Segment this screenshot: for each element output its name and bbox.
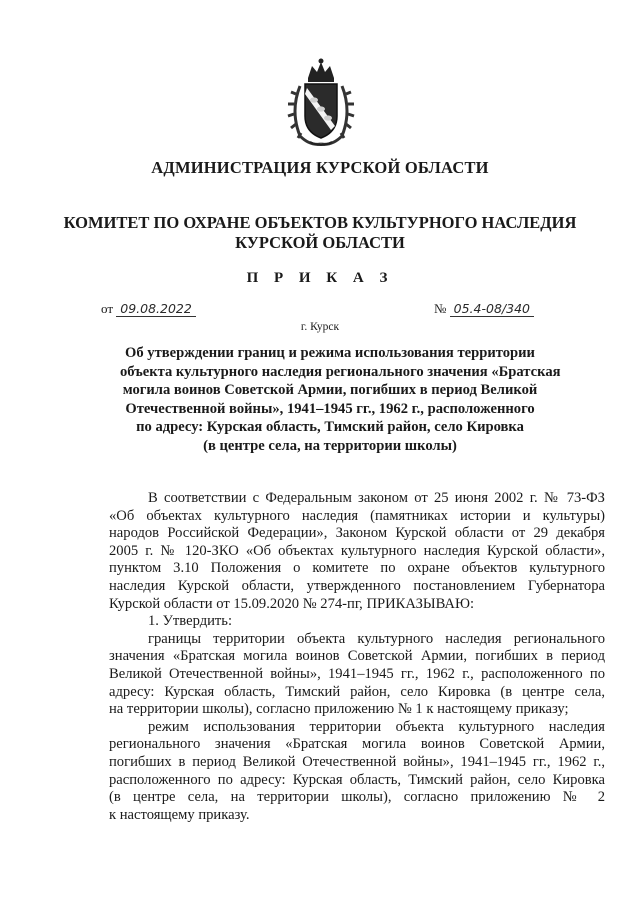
body-line: «Об объектах культурного наследия (памятниках истории и культуры): [109, 507, 605, 524]
committee-heading: [0, 213, 640, 253]
body-line: Курской области от 15.09.2020 № 274-пг, ПРИКАЗЫВАЮ:: [109, 595, 475, 612]
body-line: на территории школы), согласно приложению № 1 к настоящему приказу;: [109, 701, 569, 718]
subject-line: Об утверждении границ и режима использования территории: [125, 345, 535, 361]
order-subject: [120, 344, 561, 455]
order-body: [109, 490, 605, 824]
body-line: границы территории объекта культурного наследия регионального: [148, 630, 605, 647]
body-line: (в центре села, на территории школы), согласно приложению № 2: [109, 789, 605, 806]
body-line: пунктом 3.10 Положения о комитете по охране объектов культурного: [109, 560, 605, 577]
administration-heading: АДМИНИСТРАЦИЯ КУРСКОЙ ОБЛАСТИ: [151, 158, 489, 177]
committee-heading-line: КУРСКОЙ ОБЛАСТИ: [235, 233, 405, 252]
subject-line: объекта культурного наследия регионального значения «Братская: [120, 363, 561, 380]
number-prefix: №: [434, 301, 447, 316]
body-line: режим использования территории объекта культурного наследия: [148, 718, 605, 735]
body-line: расположенного по адресу: Курская область, Тимский район, село Кировка: [109, 771, 605, 788]
subject-line: Отечественной войны», 1941–1945 гг., 1962 г., расположенного: [125, 400, 535, 417]
body-line: В соответствии с Федеральным законом от 25 июня 2002 г. № 73-ФЗ: [148, 490, 605, 506]
body-line: наследия Курской области, утвержденного постановлением Губернатора: [109, 577, 605, 594]
committee-heading-line: КОМИТЕТ ПО ОХРАНЕ ОБЪЕКТОВ КУЛЬТУРНОГО НАСЛЕДИЯ: [63, 213, 577, 232]
order-title: П Р И К А З: [246, 270, 394, 286]
body-line: к настоящему приказу.: [109, 806, 250, 823]
body-line: значения «Братская могила воинов Советской Армии, погибших в период: [109, 648, 605, 665]
body-line: народов Российской Федерации», Законом Курской области от 29 декабря: [109, 525, 605, 542]
city-label: г. Курск: [300, 321, 340, 333]
subject-line: по адресу: Курская область, Тимский район, село Кировка: [136, 419, 524, 435]
coat-of-arms-emblem: [286, 56, 356, 148]
date-prefix: от: [101, 301, 114, 316]
handwritten-date: 09.08.2022: [116, 302, 196, 317]
subject-line: могила воинов Советской Армии, погибших в период Великой: [122, 382, 538, 398]
body-line: адресу: Курская область, Тимский район, село Кировка (в центре села,: [109, 683, 605, 700]
body-line: регионального значения «Братская могила воинов Советской Армии,: [109, 736, 605, 753]
body-line: 1. Утвердить:: [148, 613, 233, 630]
order-number: [434, 301, 534, 317]
subject-line: (в центре села, на территории школы): [203, 437, 457, 454]
order-date: [101, 301, 196, 317]
body-line: погибших в период Великой Отечественной войны», 1941–1945 гг., 1962 г.,: [109, 753, 605, 770]
body-line: 2005 г. № 120-ЗКО «Об объектах культурного наследия Курской области»,: [109, 542, 605, 559]
body-line: Великой Отечественной войны», 1941–1945 гг., 1962 г., расположенного по: [109, 665, 605, 682]
handwritten-number: 05.4-08/340: [450, 302, 534, 317]
